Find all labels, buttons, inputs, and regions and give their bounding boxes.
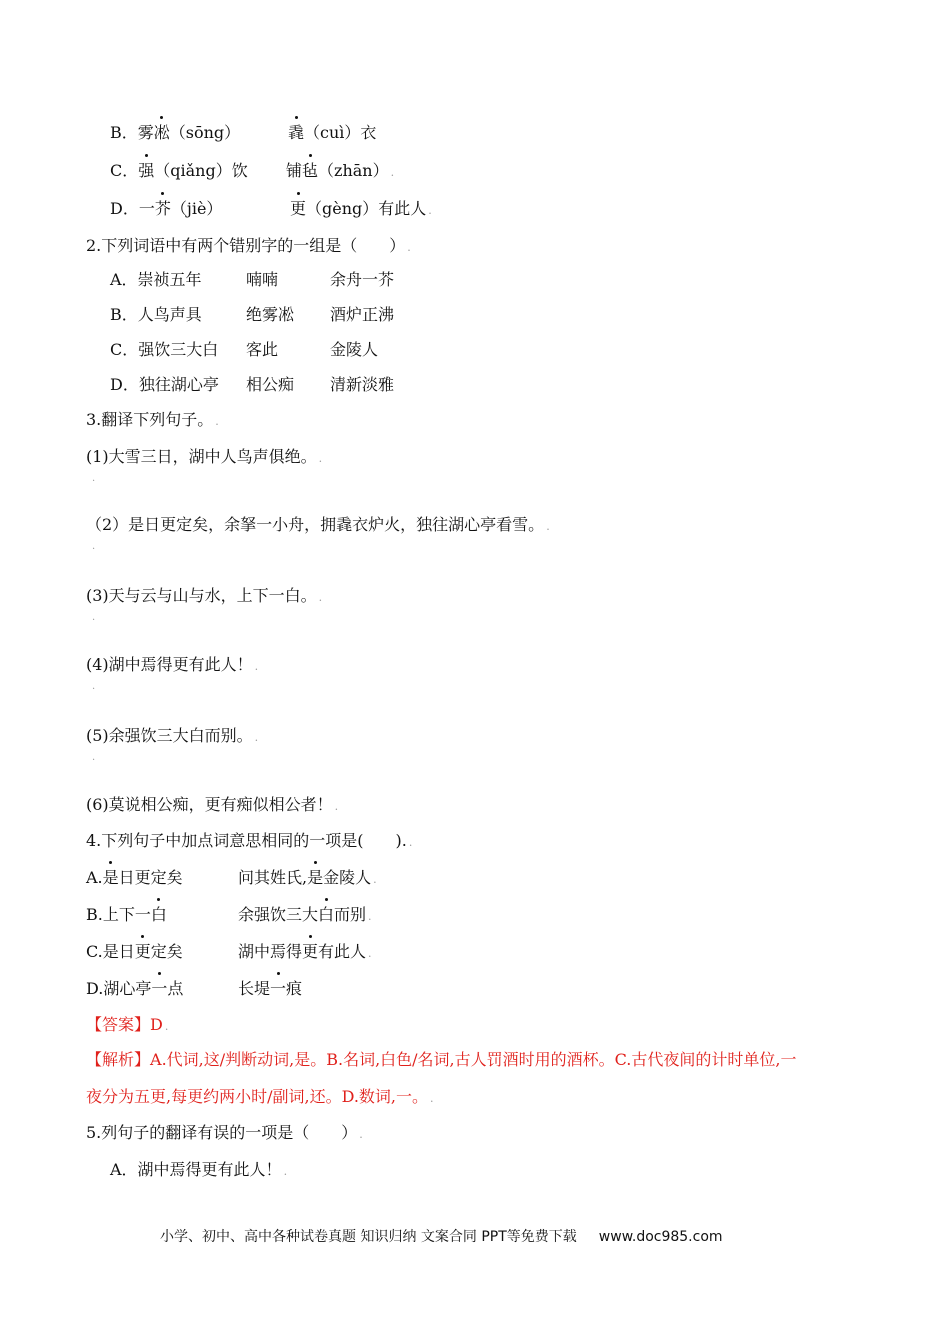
q2-c-2: 客此 bbox=[246, 340, 279, 359]
page-footer bbox=[160, 1226, 723, 1246]
q1-option-b: B．雾凇（sōng） bbox=[110, 123, 241, 142]
footer-url[interactable]: www.doc985.com bbox=[598, 1229, 723, 1245]
q4-question: 4.下列句子中加点词意思相同的一项是( ). . bbox=[86, 831, 413, 850]
q5-option-a: A．湖中焉得更有此人！ . bbox=[110, 1160, 288, 1179]
dotted-char: 毳 bbox=[288, 123, 305, 142]
dotted-char: 白 bbox=[150, 905, 167, 924]
q3-question: 3.翻译下列句子。 . bbox=[86, 410, 219, 429]
q2-a-1: A．崇祯五年 bbox=[110, 270, 202, 289]
dotted-char: 芥 bbox=[154, 199, 171, 218]
q4-option-b-second: 余强饮三大白而别 . bbox=[238, 905, 372, 924]
dotted-char: 凇 bbox=[153, 123, 170, 142]
q3-item-1: (1)大雪三日，湖中人鸟声俱绝。 . bbox=[86, 447, 323, 466]
dotted-char: 是 bbox=[102, 868, 119, 887]
q3-item-3: (3)天与云与山与水，上下一白。 . bbox=[86, 586, 323, 605]
dotted-char: 白 bbox=[318, 905, 335, 924]
dotted-char: 一 bbox=[151, 979, 168, 998]
q3-item-5: (5)余强饮三大白而别。 . bbox=[86, 726, 259, 745]
q4-option-d-second: 长堤一痕 bbox=[238, 979, 303, 998]
q2-d-1: D．独往湖心亭 bbox=[110, 375, 219, 394]
q2-d-2: 相公痴 bbox=[246, 375, 295, 394]
q1-option-c-second: 铺毡（zhān） . bbox=[286, 161, 395, 180]
dotted-char: 毡 bbox=[302, 161, 319, 180]
q2-b-1: B．人鸟声具 bbox=[110, 305, 202, 324]
q1-option-d-second: 更（gèng）有此人 . bbox=[290, 199, 432, 218]
dotted-char: 一 bbox=[270, 979, 287, 998]
q2-c-1: C．强饮三大白 bbox=[110, 340, 219, 359]
q1-option-d: D．一芥（jiè） bbox=[110, 199, 223, 218]
q3-item-2: （2）是日更定矣，余拏一小舟，拥毳衣炉火，独往湖心亭看雪。 . bbox=[86, 515, 550, 534]
q4-analysis-line1: 【解析】A.代词,这/判断动词,是。B.名词,白色/名词,古人罚酒时用的酒杯。C.古代夜间的计时单位,一 bbox=[86, 1050, 797, 1069]
q4-option-d: D.湖心亭一点 bbox=[86, 979, 184, 998]
q4-option-c-second: 湖中焉得更有此人 . bbox=[238, 942, 372, 961]
q4-option-a: A.是日更定矣 bbox=[86, 868, 183, 887]
q4-option-a-second: 问其姓氏,是金陵人 . bbox=[238, 868, 377, 887]
q5-question: 5.列句子的翻译有误的一项是（ ） . bbox=[86, 1123, 363, 1142]
q3-item-6: (6)莫说相公痴，更有痴似相公者！ . bbox=[86, 795, 339, 814]
dotted-char: 更 bbox=[290, 199, 307, 218]
q2-question: 2.下列词语中有两个错别字的一组是（ ） . bbox=[86, 236, 411, 255]
q2-a-3: 余舟一芥 bbox=[330, 270, 395, 289]
q3-item-4: (4)湖中焉得更有此人！ . bbox=[86, 655, 259, 674]
q1-option-c: C．强（qiǎng）饮 bbox=[110, 161, 248, 180]
q2-a-2: 喃喃 bbox=[246, 270, 279, 289]
q4-analysis-line2: 夜分为五更,每更约两小时/副词,还。D.数词,一。 . bbox=[86, 1087, 434, 1106]
q2-b-3: 酒炉正沸 bbox=[330, 305, 395, 324]
q2-b-2: 绝雾凇 bbox=[246, 305, 295, 324]
dotted-char: 更 bbox=[134, 942, 151, 961]
footer-text: 小学、初中、高中各种试卷真题 知识归纳 文案合同 PPT等免费下载 bbox=[160, 1229, 577, 1245]
dotted-char: 强 bbox=[138, 161, 155, 180]
dotted-char: 是 bbox=[307, 868, 324, 887]
dotted-char: 更 bbox=[302, 942, 319, 961]
q4-answer: 【答案】D . bbox=[86, 1015, 169, 1034]
q4-option-c: C.是日更定矣 bbox=[86, 942, 183, 961]
q4-option-b: B.上下一白 bbox=[86, 905, 167, 924]
q2-d-3: 清新淡雅 bbox=[330, 375, 395, 394]
q2-c-3: 金陵人 bbox=[330, 340, 379, 359]
q1-option-b-second: 毳（cuì）衣 bbox=[288, 123, 377, 142]
